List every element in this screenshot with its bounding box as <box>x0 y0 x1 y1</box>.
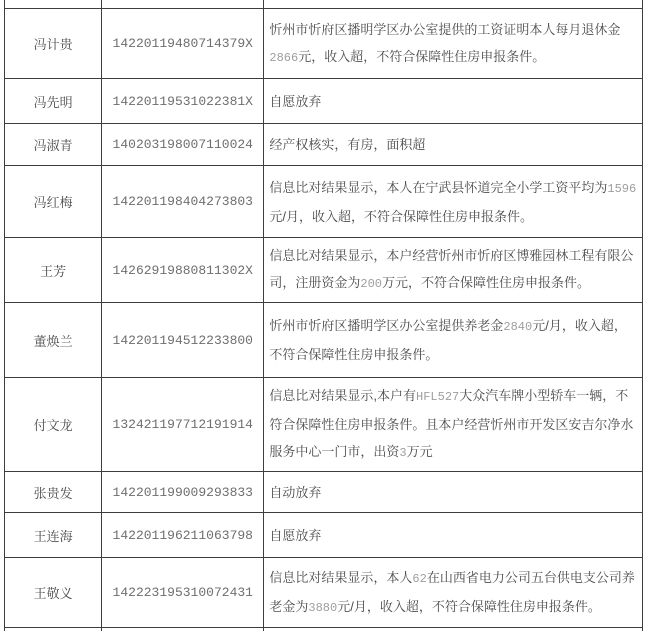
desc-text: 元/月，收入超，不符合保障性住房申报条件。 <box>337 598 601 614</box>
name-cell: 王芳 <box>5 238 102 303</box>
desc-number: 200 <box>360 277 383 291</box>
desc-text: 元/月，收入超，不符合保障性住房申报条件。 <box>269 318 627 362</box>
desc-cell <box>264 238 643 303</box>
table-row <box>5 472 643 513</box>
desc-cell <box>264 303 643 378</box>
table-row <box>5 378 643 472</box>
id-cell: 14220119480714379X <box>102 9 264 79</box>
partial-row-bottom <box>5 628 643 631</box>
desc-cell <box>264 166 643 238</box>
desc-cell-empty <box>264 628 643 631</box>
partial-row-top <box>5 0 643 9</box>
table-row <box>5 303 643 378</box>
desc-text: 自动放弃 <box>269 484 322 500</box>
name-cell: 董焕兰 <box>5 303 102 378</box>
id-cell: 140203198007110024 <box>102 124 264 166</box>
table-row <box>5 513 643 558</box>
desc-text: 元，收入超，不符合保障性住房申报条件。 <box>298 48 546 64</box>
name-cell: 冯红梅 <box>5 166 102 238</box>
desc-text: 在山西省电力公司五台供电支公司养老金为 <box>269 569 635 614</box>
desc-number: 3880 <box>308 600 338 615</box>
table-row <box>5 79 643 124</box>
table-row <box>5 9 643 79</box>
desc-number: 1596 <box>607 181 637 196</box>
table-row <box>5 238 643 303</box>
desc-number: 2840 <box>503 320 533 334</box>
desc-text: 大众汽车牌小型轿车一辆，不符合保障性住房申报条件。且本户经营忻州市开发区安吉尔净水服务中心一门市，出资 <box>269 388 634 459</box>
table-body <box>5 0 643 631</box>
desc-number: 62 <box>412 571 427 586</box>
name-cell: 王连海 <box>5 513 102 558</box>
id-cell: 142201198404273803 <box>102 166 264 238</box>
desc-number: HFL527 <box>416 390 460 404</box>
name-cell: 张贵发 <box>5 472 102 513</box>
name-cell: 王敬义 <box>5 558 102 628</box>
desc-text: 经产权核实，有房，面积超 <box>269 137 426 152</box>
desc-text: 信息比对结果显示，本户经营忻州市忻府区博雅园林工程有限公司，注册资金为 <box>269 248 634 290</box>
desc-cell <box>264 9 643 79</box>
desc-cell-empty <box>264 0 643 9</box>
desc-cell <box>264 378 643 472</box>
desc-cell <box>264 513 643 558</box>
desc-text: 忻州市忻府区播明学区办公室提供的工资证明本人每月退休金 <box>269 21 621 37</box>
desc-number: 2866 <box>269 50 299 65</box>
desc-text: 信息比对结果显示,本户有 <box>269 388 417 403</box>
name-cell: 付文龙 <box>5 378 102 472</box>
desc-text: 万元，不符合保障性住房申报条件。 <box>382 275 591 290</box>
id-cell: 142201199009293833 <box>102 472 264 513</box>
id-cell-empty <box>102 0 264 9</box>
name-cell-empty <box>5 628 102 631</box>
id-cell: 142223195310072431 <box>102 558 264 628</box>
desc-text: 忻州市忻府区播明学区办公室提供养老金 <box>269 318 504 333</box>
table-row <box>5 558 643 628</box>
id-cell: 142201194512233800 <box>102 303 264 378</box>
desc-cell <box>264 124 643 166</box>
id-cell: 14220119531022381X <box>102 79 264 124</box>
records-table <box>4 0 643 631</box>
desc-text: 信息比对结果显示，本人 <box>269 569 413 585</box>
name-cell-empty <box>5 0 102 9</box>
name-cell: 冯淑青 <box>5 124 102 166</box>
table-row <box>5 166 643 238</box>
desc-number: 3 <box>399 446 407 460</box>
desc-cell <box>264 472 643 513</box>
desc-text: 万元 <box>406 444 433 459</box>
desc-cell <box>264 79 643 124</box>
name-cell: 冯先明 <box>5 79 102 124</box>
id-cell: 132421197712191914 <box>102 378 264 472</box>
id-cell: 14262919880811302X <box>102 238 264 303</box>
desc-text: 自愿放弃 <box>269 527 322 543</box>
desc-cell <box>264 558 643 628</box>
id-cell: 142201196211063798 <box>102 513 264 558</box>
desc-text: 自愿放弃 <box>269 93 322 109</box>
table-row <box>5 124 643 166</box>
desc-text: 信息比对结果显示，本人在宁武县怀道完全小学工资平均为 <box>269 179 608 195</box>
name-cell: 冯计贵 <box>5 9 102 79</box>
desc-text: 元/月，收入超，不符合保障性住房申报条件。 <box>269 208 534 224</box>
id-cell-empty <box>102 628 264 631</box>
